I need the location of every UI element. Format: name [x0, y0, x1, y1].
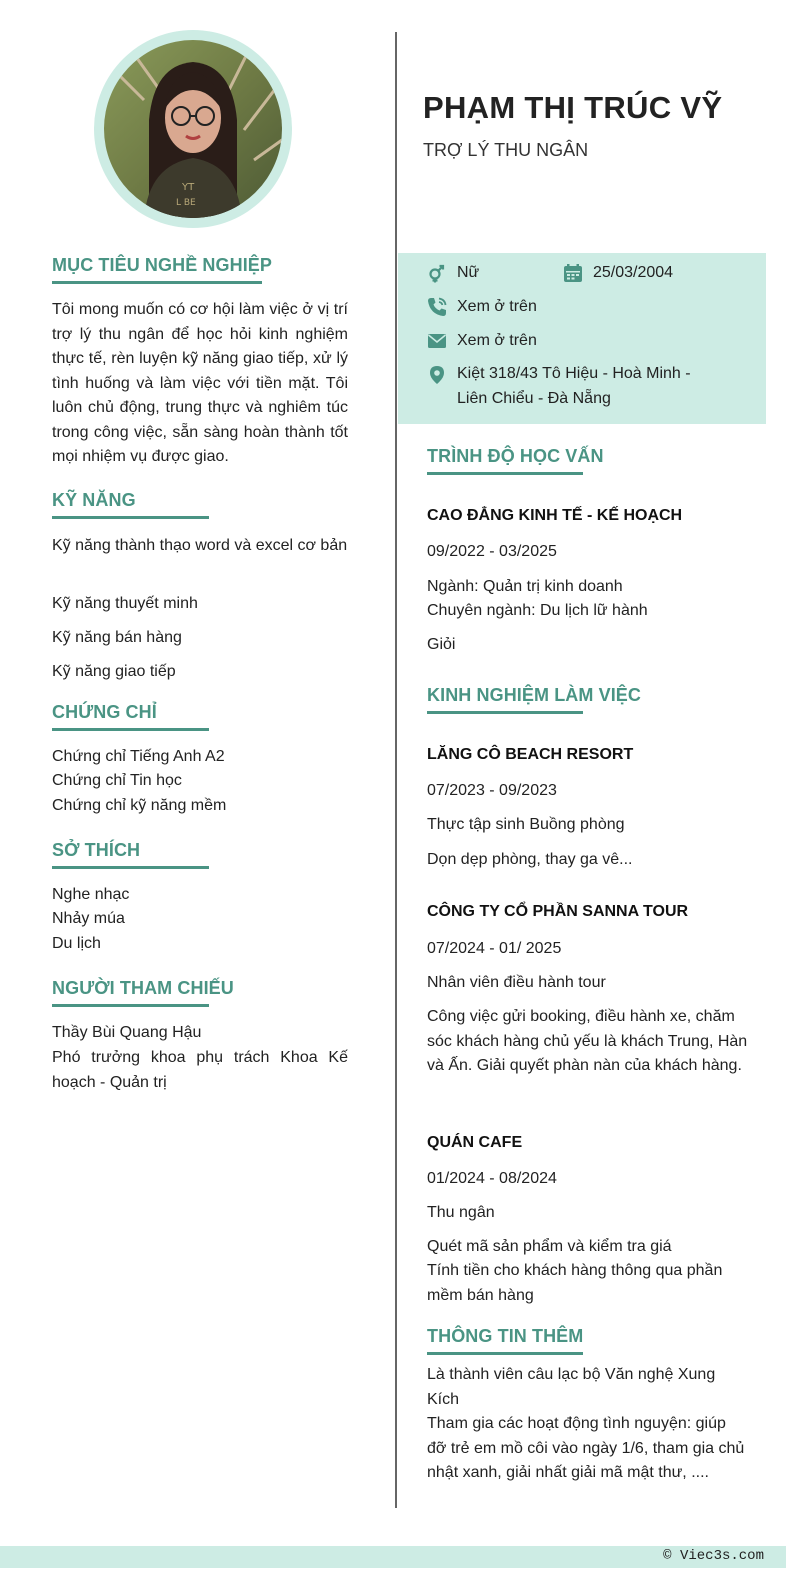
phone-icon	[427, 297, 447, 317]
skill-item: Kỹ năng bán hàng	[52, 629, 182, 646]
footer-bar	[0, 1546, 786, 1568]
certificate-item: Chứng chỉ kỹ năng mềm	[52, 797, 227, 814]
references-section	[52, 978, 234, 1007]
education-section	[427, 446, 604, 475]
reference-name: Thầy Bùi Quang Hậu	[52, 1024, 202, 1041]
additional-title: THÔNG TIN THÊM	[427, 1326, 584, 1346]
additional-line: Là thành viên câu lạc bộ Văn nghệ Xung Kích	[427, 1366, 716, 1408]
hobby-item: Du lịch	[52, 935, 101, 952]
gender-icon	[427, 263, 447, 283]
additional-underline	[427, 1352, 583, 1355]
email-icon	[427, 331, 447, 351]
hobbies-underline	[52, 866, 209, 869]
job-role: Thu ngân	[427, 1204, 495, 1221]
contact-box	[398, 253, 766, 424]
address-row	[427, 365, 691, 411]
email-value: Xem ở trên	[457, 332, 537, 349]
objective-title: MỤC TIÊU NGHỀ NGHIỆP	[52, 255, 273, 275]
gender-value: Nữ	[457, 264, 480, 281]
hobby-item: Nghe nhạc	[52, 886, 130, 903]
phone-value: Xem ở trên	[457, 298, 537, 315]
calendar-icon	[563, 263, 583, 283]
header	[423, 90, 722, 126]
additional-section	[427, 1326, 583, 1355]
svg-text:YT: YT	[182, 182, 195, 193]
objective-underline	[52, 281, 262, 284]
certificates-section	[52, 702, 209, 731]
dob-row	[563, 263, 673, 283]
education-period: 09/2022 - 03/2025	[427, 543, 557, 560]
svg-text:L BE: L BE	[176, 198, 196, 208]
job-description-line: Tính tiền cho khách hàng thông qua phần mềm bán hàng	[427, 1262, 723, 1304]
skill-item: Kỹ năng giao tiếp	[52, 663, 176, 680]
education-grade: Giỏi	[427, 636, 456, 653]
job-role: Nhân viên điều hành tour	[427, 974, 606, 991]
experience-title: KINH NGHIỆM LÀM VIỆC	[427, 685, 642, 705]
education-title: TRÌNH ĐỘ HỌC VẤN	[427, 446, 604, 466]
job-company: LĂNG CÔ BEACH RESORT	[427, 746, 634, 763]
job-title: TRỢ LÝ THU NGÂN	[423, 140, 589, 160]
hobby-item: Nhảy múa	[52, 910, 125, 927]
location-pin-icon	[427, 365, 447, 385]
additional-line: Tham gia các hoạt động tình nguyện: giúp đỡ trẻ em mồ côi vào ngày 1/6, tham gia chủ nhật xanh, giải nhất giải mã mật thư, ....	[427, 1415, 745, 1481]
address-line2: Liên Chiểu - Đà Nẵng	[457, 389, 611, 407]
skills-underline	[52, 516, 209, 519]
education-school: CAO ĐẲNG KINH TẾ - KẾ HOẠCH	[427, 507, 683, 524]
address-line1: Kiệt 318/43 Tô Hiệu - Hoà Minh -	[457, 365, 691, 382]
education-specialization: Chuyên ngành: Du lịch lữ hành	[427, 602, 648, 619]
job-period: 07/2024 - 01/ 2025	[427, 940, 562, 957]
skill-item: Kỹ năng thuyết minh	[52, 595, 198, 612]
job-period: 01/2024 - 08/2024	[427, 1170, 557, 1187]
certificate-item: Chứng chỉ Tiếng Anh A2	[52, 748, 225, 765]
experience-underline	[427, 711, 583, 714]
job-role: Thực tập sinh Buồng phòng	[427, 816, 625, 833]
references-underline	[52, 1004, 209, 1007]
phone-row	[427, 297, 537, 317]
experience-section	[427, 685, 641, 714]
certificates-underline	[52, 728, 209, 731]
objective-section	[52, 255, 348, 284]
avatar-photo	[104, 40, 282, 218]
certificate-item: Chứng chỉ Tin học	[52, 772, 182, 789]
address-block	[457, 362, 691, 411]
certificates-title: CHỨNG CHỈ	[52, 702, 157, 722]
avatar-frame	[94, 30, 292, 228]
job-period: 07/2023 - 09/2023	[427, 782, 557, 799]
email-row	[427, 331, 537, 351]
education-major: Ngành: Quản trị kinh doanh	[427, 578, 623, 595]
references-title: NGƯỜI THAM CHIẾU	[52, 978, 234, 998]
job-company: CÔNG TY CỔ PHẦN SANNA TOUR	[427, 903, 689, 920]
skill-item: Kỹ năng thành thạo word và excel cơ bản	[52, 537, 348, 554]
skills-title: KỸ NĂNG	[52, 490, 136, 510]
objective-text: Tôi mong muốn có cơ hội làm việc ở vị trí trợ lý thu ngân để học hỏi kinh nghiệm thực tế, rèn luyện kỹ năng giao tiếp, xử lý tình huống và làm việc với tiền mặt. Tôi luôn chủ động, trung thực và nghiêm túc trong công việc, sẵn sàng hoàn thành tốt mọi nhiệm vụ được giao.	[52, 301, 348, 465]
hobbies-title: SỞ THÍCH	[52, 840, 141, 860]
gender-row	[427, 263, 479, 283]
column-divider	[395, 32, 397, 1508]
job-description-line: Quét mã sản phẩm và kiểm tra giá	[427, 1238, 672, 1255]
candidate-name: PHẠM THỊ TRÚC VỸ	[423, 90, 723, 125]
skills-section	[52, 490, 209, 519]
copyright-text: © Viec3s.com	[663, 1548, 764, 1564]
job-description: Dọn dẹp phòng, thay ga vê...	[427, 851, 633, 868]
job-company: QUÁN CAFE	[427, 1134, 523, 1151]
hobbies-section	[52, 840, 209, 869]
education-underline	[427, 472, 583, 475]
job-description: Công việc gửi booking, điều hành xe, chăm sóc khách hàng chủ yếu là khách Trung, Hàn và Ấn. Giải quyết phàn nàn của khách hàng.	[427, 1008, 748, 1074]
reference-position: Phó trưởng khoa phụ trách Khoa Kế hoạch - Quản trị	[52, 1049, 348, 1091]
dob-value: 25/03/2004	[593, 264, 674, 281]
